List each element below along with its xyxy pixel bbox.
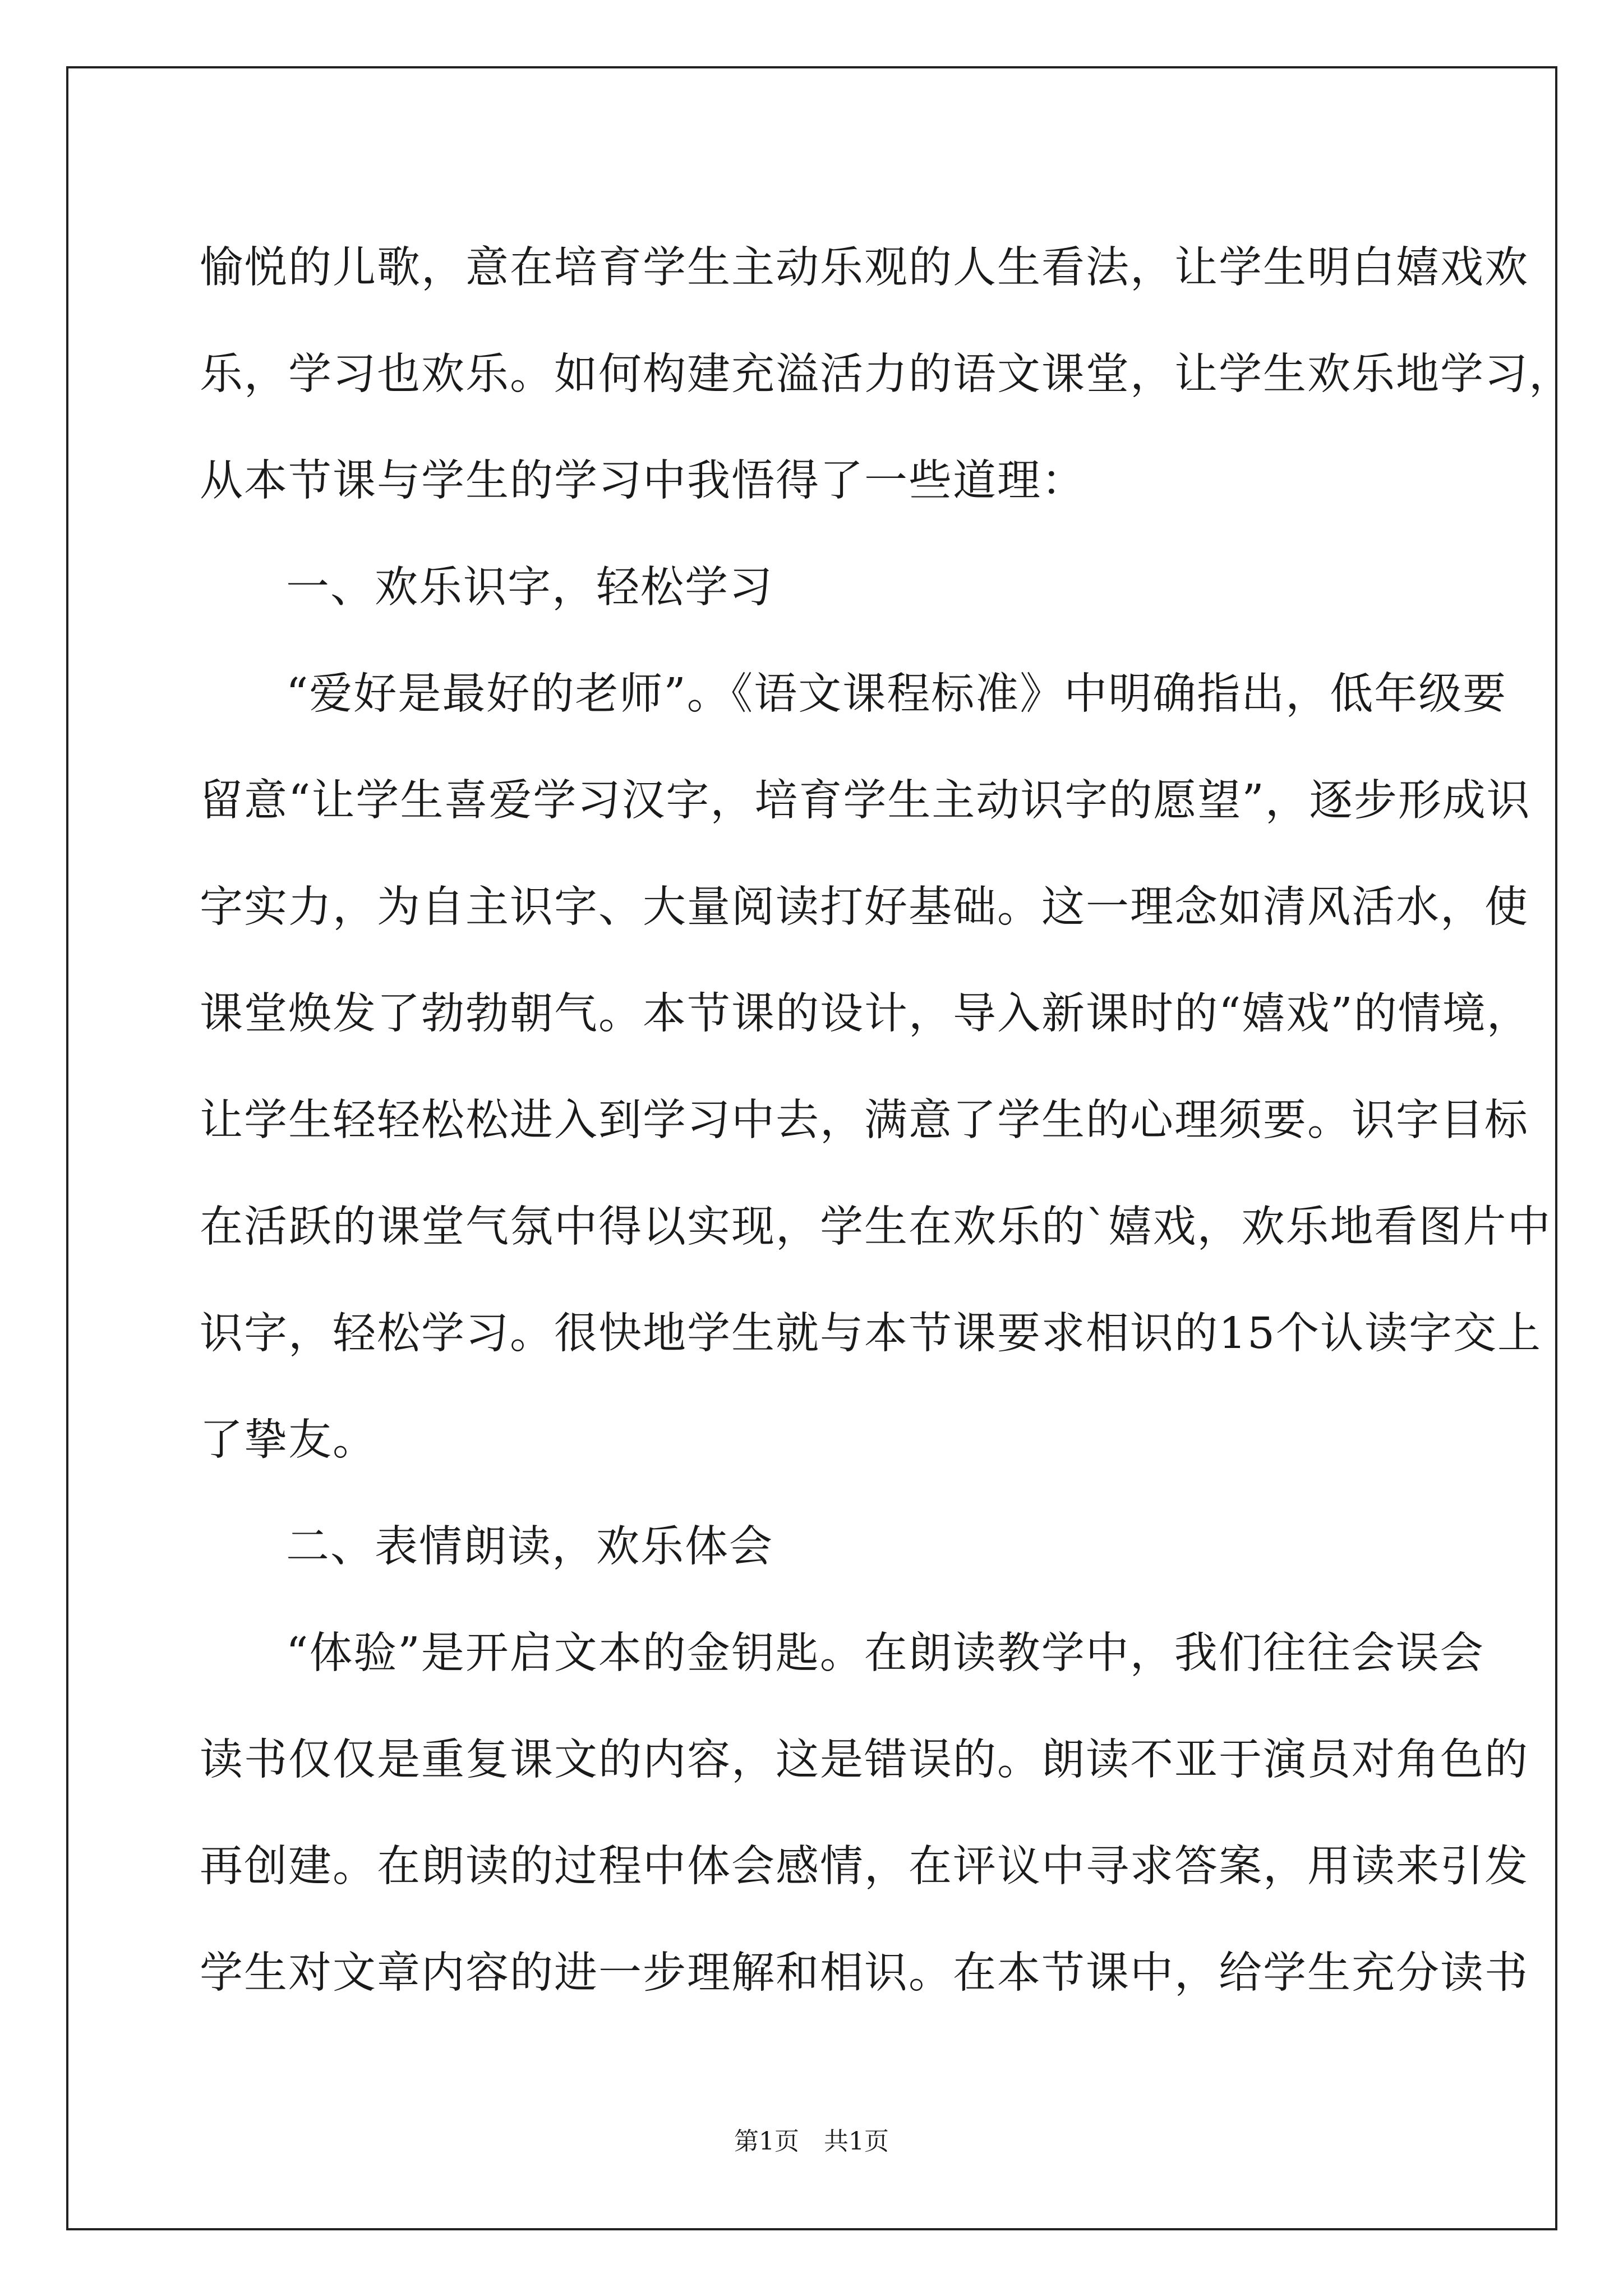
text-line-11: 识字，轻松学习。很快地学生就与本节课要求相识的15个认读字交上 — [200, 1309, 1542, 1359]
text-line-1: 愉悦的儿歌，意在培育学生主动乐观的人生看法，让学生明白嬉戏欢 — [200, 243, 1529, 293]
text-line-6: 留意“让学生喜爱学习汉字，培育学生主动识字的愿望”，逐步形成识 — [200, 776, 1531, 826]
text-line-14: “体验”是开启文本的金钥匙。在朗读教学中，我们往往会误会 — [286, 1628, 1484, 1678]
page-number: 第1页 — [734, 2127, 799, 2156]
text-line-2: 乐，学习也欢乐。如何构建充溢活力的语文课堂，让学生欢乐地学习， — [200, 349, 1573, 399]
document-body — [200, 215, 1573, 2027]
text-line-7: 字实力，为自主识字、大量阅读打好基础。这一理念如清风活水，使 — [200, 882, 1529, 932]
text-line-12: 了挚友。 — [200, 1415, 377, 1465]
text-line-3: 从本节课与学生的学习中我悟得了一些道理： — [200, 456, 1086, 506]
section-heading-1: 一、欢乐识字，轻松学习 — [286, 563, 773, 613]
page-footer — [0, 2125, 1623, 2159]
text-line-9: 让学生轻轻松松进入到学习中去，满意了学生的心理须要。识字目标 — [200, 1096, 1529, 1145]
text-line-10: 在活跃的课堂气氛中得以实现，学生在欢乐的`嬉戏，欢乐地看图片中 — [200, 1202, 1552, 1252]
section-heading-2: 二、表情朗读，欢乐体会 — [286, 1522, 773, 1572]
text-line-17: 学生对文章内容的进一步理解和相识。在本节课中，给学生充分读书 — [200, 1948, 1529, 1998]
text-line-15: 读书仅仅是重复课文的内容，这是错误的。朗读不亚于演员对角色的 — [200, 1735, 1529, 1785]
text-line-5: “爱好是最好的老师”。《语文课程标准》中明确指出，低年级要 — [286, 669, 1507, 719]
text-line-16: 再创建。在朗读的过程中体会感情，在评议中寻求答案，用读来引发 — [200, 1842, 1529, 1892]
page-total: 共1页 — [824, 2127, 889, 2156]
text-line-8: 课堂焕发了勃勃朝气。本节课的设计，导入新课时的“嬉戏”的情境， — [200, 989, 1531, 1039]
